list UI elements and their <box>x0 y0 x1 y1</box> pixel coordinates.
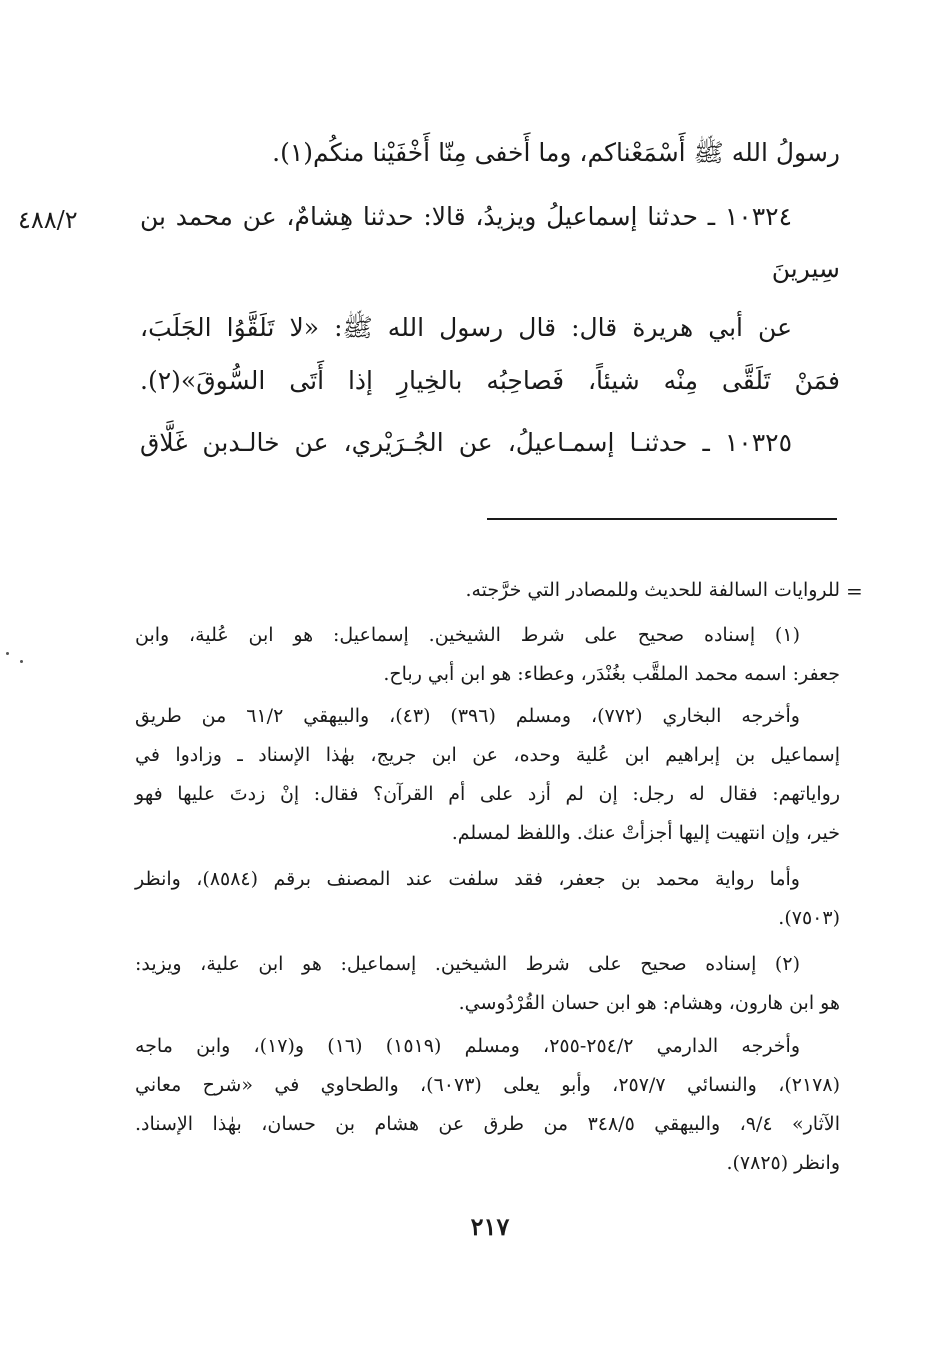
main-text-line: سِيرينَ <box>771 254 840 283</box>
scan-mark <box>6 652 9 655</box>
footnote-line: خير، وإن انتهيت إليها أجزأتْ عنك. واللفظ لمسلم. <box>451 822 840 844</box>
footnote-divider <box>487 518 837 520</box>
footnote-continuation-mark: = <box>846 579 863 603</box>
footnote-line: وانظر (٧٨٢٥). <box>726 1152 840 1174</box>
margin-volume-page-reference: ٤٨٨/٢ <box>18 206 78 234</box>
hadith-10324-text: عن أبي هريرة قال: قال رسول الله ﷺ: «لا تَلَقَّوُا الجَلَبَ، <box>140 313 792 342</box>
footnote-line: رواياتهم: فقال له رجل: إن لم أزد على أم القرآن؟ فقال: إنْ زدتَ عليها فهو <box>135 783 840 805</box>
footnote-line: وأما رواية محمد بن جعفر، فقد سلفت عند المصنف برقم (٨٥٨٤)، وانظر <box>135 868 800 890</box>
footnote-line: وأخرجه البخاري (٧٧٢)، ومسلم (٣٩٦) (٤٣)، والبيهقي ٦١/٢ من طريق <box>135 705 800 727</box>
footnote-line: للروايات السالفة للحديث وللمصادر التي خرَّجته. <box>465 579 840 601</box>
footnote-line: وأخرجه الدارمي ٢٥٤/٢-٢٥٥، ومسلم (١٥١٩) (١٦) و(١٧)، وابن ماجه <box>135 1035 800 1057</box>
footnote-1: (١) إسناده صحيح على شرط الشيخين. إسماعيل: هو ابن عُلية، وابن <box>135 624 800 646</box>
footnote-line: هو ابن هارون، وهشام: هو ابن حسان القُرْدُوسي. <box>458 992 840 1014</box>
scan-mark <box>20 660 23 663</box>
main-text-line: رسولُ الله ﷺ أَسْمَعْناكم، وما أَخفى مِنّا أَخْفَيْنا منكُم(١). <box>272 138 840 167</box>
hadith-10325-heading: ١٠٣٢٥ ـ حدثنـا إسمـاعيلُ، عن الجُـرَيْري، عن خالـدبن غَلَّاق <box>140 428 792 457</box>
footnote-line: (٧٥٠٣). <box>778 907 840 929</box>
hadith-10324-heading: ١٠٣٢٤ ـ حدثنا إسماعيلُ ويزيدُ، قالا: حدثنا هِشامٌ، عن محمد بن <box>140 202 792 231</box>
footnote-line: إسماعيل بن إبراهيم ابن عُلية وحده، عن ابن جريج، بهٰذا الإسناد ـ وزادوا في <box>135 744 840 766</box>
footnote-2: (٢) إسناده صحيح على شرط الشيخين. إسماعيل: هو ابن علية، ويزيد: <box>135 953 800 975</box>
footnote-line: جعفر: اسمه محمد الملقَّب بغُنْدَر، وعطاء: هو ابن أبي رباح. <box>383 663 840 685</box>
footnote-line: الآثار» ٩/٤، والبيهقي ٣٤٨/٥ من طرق عن هشام بن حسان، بهٰذا الإسناد. <box>135 1113 840 1135</box>
page-number: ٢١٧ <box>470 1212 510 1241</box>
footnote-line: (٢١٧٨)، والنسائي ٢٥٧/٧، وأبو يعلى (٦٠٧٣)، والطحاوي في «شرح معاني <box>135 1074 840 1096</box>
hadith-10324-text-continued: فمَنْ تَلَقَّى مِنْه شيئاً، فَصاحِبُه بالخِيارِ إذا أَتَى السُّوقَ»(٢). <box>140 366 840 395</box>
